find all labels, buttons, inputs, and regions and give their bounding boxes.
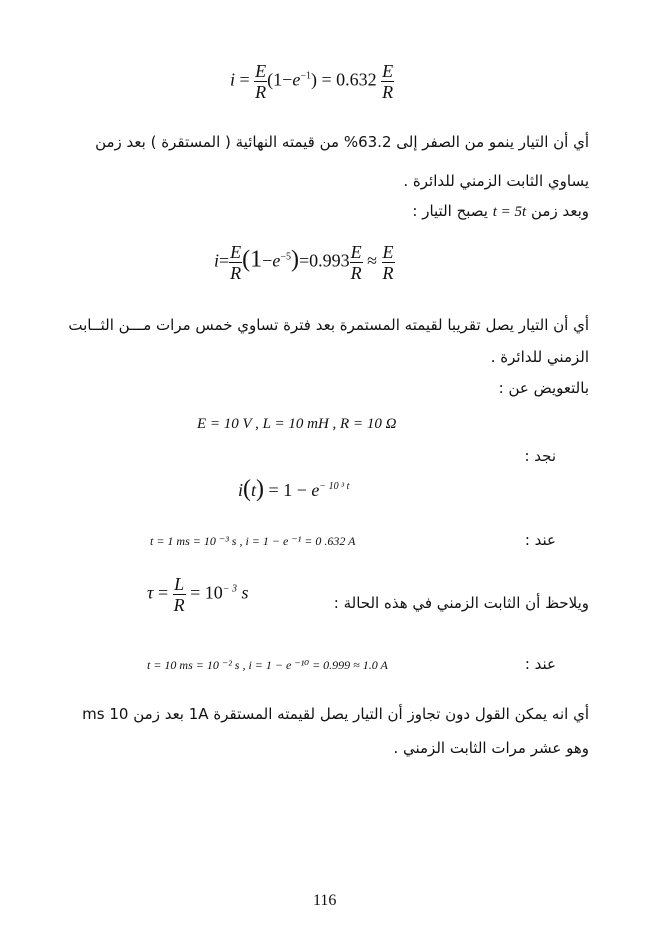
equation-values: E = 10 V , L = 10 mH , R = 10 Ω xyxy=(197,416,397,432)
at-label: عند : xyxy=(524,531,556,549)
find-label: نجد : xyxy=(524,447,556,465)
paragraph-line: الزمني للدائرة . xyxy=(490,348,589,366)
paragraph-line: وهو عشر مرات الثابت الزمني . xyxy=(393,739,589,757)
paragraph-line: أي أن التيار يصل تقريبا لقيمته المستمرة بعد فترة تساوي خمس مرات مـــن الثــابت xyxy=(68,316,589,334)
paragraph-line: أي انه يمكن القول دون تجاوز أن التيار يصل لقيمته المستقرة 1A بعد زمن 10 ms xyxy=(82,705,589,723)
fraction-e-over-r: $\frac{E}{R}$ xyxy=(350,242,362,283)
equation-time-constant: τ = $\frac{L}{R}$ = $10^{- 3}$ s xyxy=(147,574,249,615)
fraction-e-over-r: $\frac{E}{R}$ xyxy=(382,61,394,102)
fraction-e-over-r: $\frac{E}{R}$ xyxy=(255,61,267,102)
paragraph-line: يساوي الثابت الزمني للدائرة . xyxy=(403,172,589,190)
fraction-l-over-r: $\frac{L}{R}$ xyxy=(173,574,185,615)
equation-t-1ms: t = 1 ms = 10 ⁻³ s , i = 1 − e ⁻¹ = 0 .632 A xyxy=(150,534,356,548)
equation-current: $i(t) = 1 - e^{- 10 ^3 t}$ xyxy=(238,476,350,502)
paragraph-line-after-time: وبعد زمن t = 5t يصبح التيار : xyxy=(412,202,589,220)
at-label: عند : xyxy=(524,655,556,673)
paragraph-line: بالتعويض عن : xyxy=(498,379,589,397)
fraction-e-over-r: $\frac{E}{R}$ xyxy=(382,242,394,283)
fraction-e-over-r: $\frac{E}{R}$ xyxy=(230,242,242,283)
equation-five-tau: i= $\frac{E}{R}$ $(1-e^{-5})=0.993$ $\frac{E}{R}$ ≈ $\frac{E}{R}$ xyxy=(214,242,394,283)
tau-label: ويلاحظ أن الثابت الزمني في هذه الحالة : xyxy=(333,594,589,612)
paragraph-line: أي أن التيار ينمو من الصفر إلى 63.2% من قيمته النهائية ( المستقرة ) بعد زمن xyxy=(95,133,589,151)
page-number: 116 xyxy=(313,892,337,909)
equation-step-response: i = $\frac{E}{R}$ $(1-e^{-1}) = 0.632$ $\frac{E}{R}$ xyxy=(230,61,394,102)
equation-t-10ms: t = 10 ms = 10 ⁻² s , i = 1 − e ⁻¹⁰ = 0.999 ≈ 1.0 A xyxy=(147,658,388,672)
